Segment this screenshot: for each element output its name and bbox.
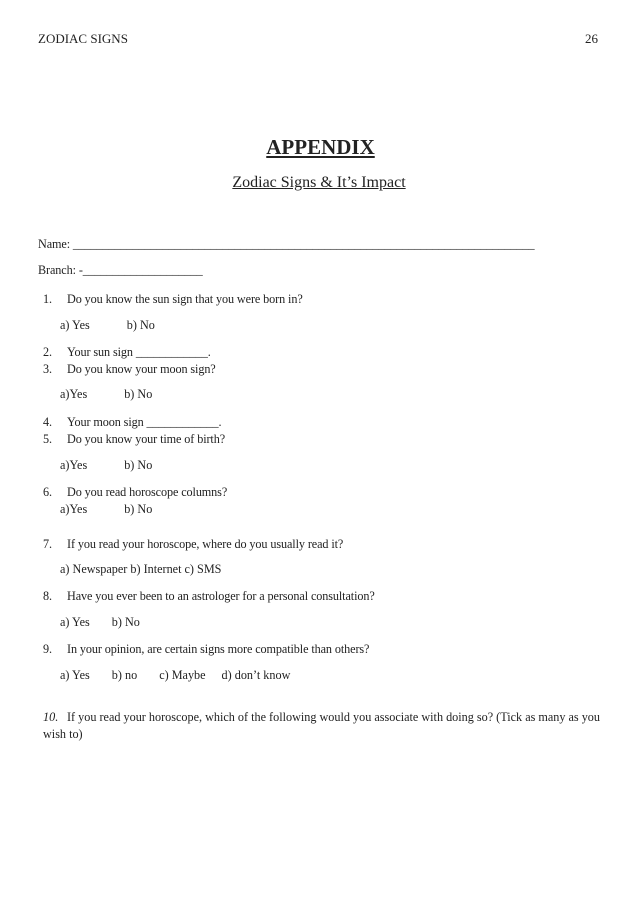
page-title: APPENDIX <box>266 135 375 159</box>
question-number: 6. <box>43 485 52 499</box>
page-number: 26 <box>585 31 598 46</box>
running-header: ZODIAC SIGNS <box>38 31 128 46</box>
question-number: 10. <box>43 710 59 724</box>
option-b: b) No <box>111 615 140 629</box>
question-text: Do you read horoscope columns? <box>67 485 228 499</box>
option-b: b) No <box>124 458 153 472</box>
question-text: Do you know your time of birth? <box>67 432 226 446</box>
answer-options-8 <box>60 615 140 630</box>
question-8 <box>43 589 375 604</box>
question-text: In your opinion, are certain signs more compatible than others? <box>67 642 370 656</box>
name-field: Name: _____________________________________________________________________________ <box>38 237 535 251</box>
question-5 <box>43 432 225 447</box>
option-a: a)Yes <box>60 458 88 472</box>
question-number: 2. <box>43 345 52 359</box>
option-c: c) Maybe <box>159 668 206 682</box>
option-d: d) don’t know <box>221 668 291 682</box>
answer-options-7: a) Newspaper b) Internet c) SMS <box>60 562 222 576</box>
question-number: 8. <box>43 589 52 603</box>
question-text: Have you ever been to an astrologer for a personal consultation? <box>67 589 375 603</box>
question-number: 1. <box>43 292 52 306</box>
option-b: b) no <box>111 668 138 682</box>
option-a: a)Yes <box>60 502 88 516</box>
question-number: 5. <box>43 432 52 446</box>
question-number: 4. <box>43 415 52 429</box>
answer-options-1 <box>60 318 155 333</box>
answer-options-5 <box>60 458 152 473</box>
question-text: Your sun sign ____________. <box>67 345 211 359</box>
question-text: Do you know the sun sign that you were born in? <box>67 292 303 306</box>
question-7 <box>43 537 343 552</box>
question-number: 9. <box>43 642 52 656</box>
option-a: a) Yes <box>60 668 90 682</box>
answer-options-6 <box>60 502 152 517</box>
question-1 <box>43 292 303 307</box>
branch-field: Branch: -____________________ <box>38 263 203 277</box>
question-9 <box>43 642 369 657</box>
question-text: If you read your horoscope, where do you usually read it? <box>67 537 344 551</box>
question-3 <box>43 362 216 377</box>
answer-options-9 <box>60 668 290 683</box>
option-b: b) No <box>126 318 155 332</box>
question-number: 7. <box>43 537 52 551</box>
question-10 <box>43 709 603 743</box>
question-text: If you read your horoscope, which of the following would you associate with doing so? (Tick as many as you wish to) <box>43 710 600 741</box>
option-b: b) No <box>124 502 153 516</box>
answer-options-3 <box>60 387 152 402</box>
option-b: b) No <box>124 387 153 401</box>
question-text: Your moon sign ____________. <box>67 415 222 429</box>
question-6 <box>43 485 227 500</box>
option-a: a) Yes <box>60 318 90 332</box>
question-number: 3. <box>43 362 52 376</box>
option-a: a) Yes <box>60 615 90 629</box>
question-2 <box>43 345 211 360</box>
question-text: Do you know your moon sign? <box>67 362 216 376</box>
option-a: a)Yes <box>60 387 88 401</box>
question-4 <box>43 415 221 430</box>
page-subtitle: Zodiac Signs & It’s Impact <box>232 174 406 191</box>
